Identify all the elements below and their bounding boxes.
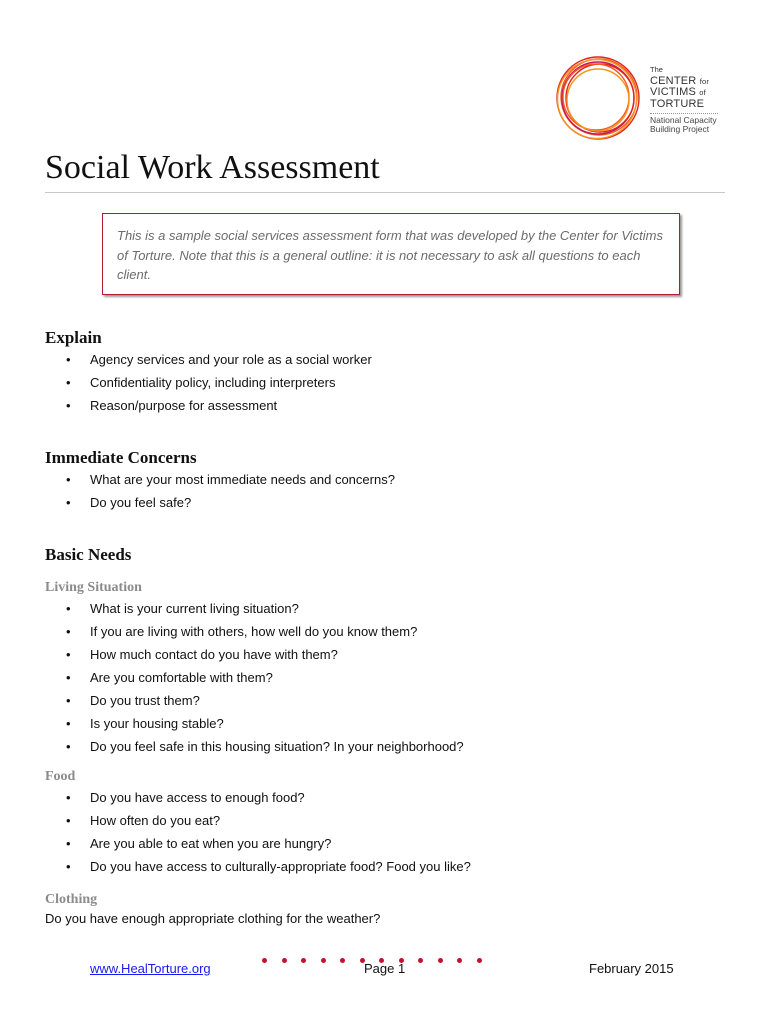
logo-sub-1: National Capacity [650,115,717,125]
logo-line-victims: VICTIMS [650,86,697,98]
logo-line-the: The [650,65,663,74]
logo-line-of: of [699,88,706,97]
subheading-food: Food [45,769,76,784]
list-item: • Do you feel safe? [45,491,395,514]
list-item: • Is your housing stable? [45,712,464,735]
list-item: • Reason/purpose for assessment [45,394,372,417]
footer-date: February 2015 [589,961,674,976]
list-item: • Do you have access to enough food? [45,786,471,809]
list-item: • Agency services and your role as a social worker [45,348,372,371]
page-title: Social Work Assessment [45,149,380,186]
list-item: • Do you feel safe in this housing situation? In your neighborhood? [45,735,464,758]
notice-box [102,213,680,295]
list-item: • How much contact do you have with them? [45,643,464,666]
section-heading-explain: Explain [45,328,102,347]
section-heading-immediate-concerns: Immediate Concerns [45,448,197,467]
logo-line-center: CENTER [650,74,697,87]
list-item: • What is your current living situation? [45,597,464,620]
explain-list [45,348,372,417]
section-heading-basic-needs: Basic Needs [45,545,132,564]
list-item: • Are you comfortable with them? [45,666,464,689]
section-immediate-concerns [45,448,395,514]
footer-page-number: Page 1 [364,961,406,976]
logo-wordmark [650,64,718,134]
logo-line-for: for [699,76,710,86]
subsection-living-situation [45,579,464,758]
clothing-question: Do you have enough appropriate clothing for the weather? [45,911,381,926]
subsection-food [45,768,471,878]
title-divider [45,192,725,193]
list-item: • Are you able to eat when you are hungry? [45,832,471,855]
list-item: • Do you trust them? [45,689,464,712]
logo-line-torture: TORTURE [650,97,705,110]
subsection-clothing [45,891,380,929]
food-list [45,786,471,878]
list-item: • Do you have access to culturally-appropriate food? Food you like? [45,855,471,878]
logo-rings-icon [552,52,644,144]
subheading-living-situation: Living Situation [45,580,142,595]
list-item: • What are your most immediate needs and concerns? [45,468,395,491]
section-basic-needs [45,545,131,565]
subheading-clothing: Clothing [45,892,98,907]
list-item: • If you are living with others, how well do you know them? [45,620,464,643]
living-list [45,597,464,758]
notice-text: This is a sample social services assessment form that was developed by the Center for Victims of Torture. Note that this is a general outline: it is not necessary to ask all questions to each client. [117,228,663,282]
logo-sub-2: Building Project [650,124,710,134]
immediate-list [45,468,395,514]
footer-website-link[interactable]: www.HealTorture.org [90,961,211,976]
logo-divider [650,113,718,114]
list-item: • How often do you eat? [45,809,471,832]
section-explain [45,328,372,417]
cvt-logo [552,52,732,144]
list-item: • Confidentiality policy, including interpreters [45,371,372,394]
